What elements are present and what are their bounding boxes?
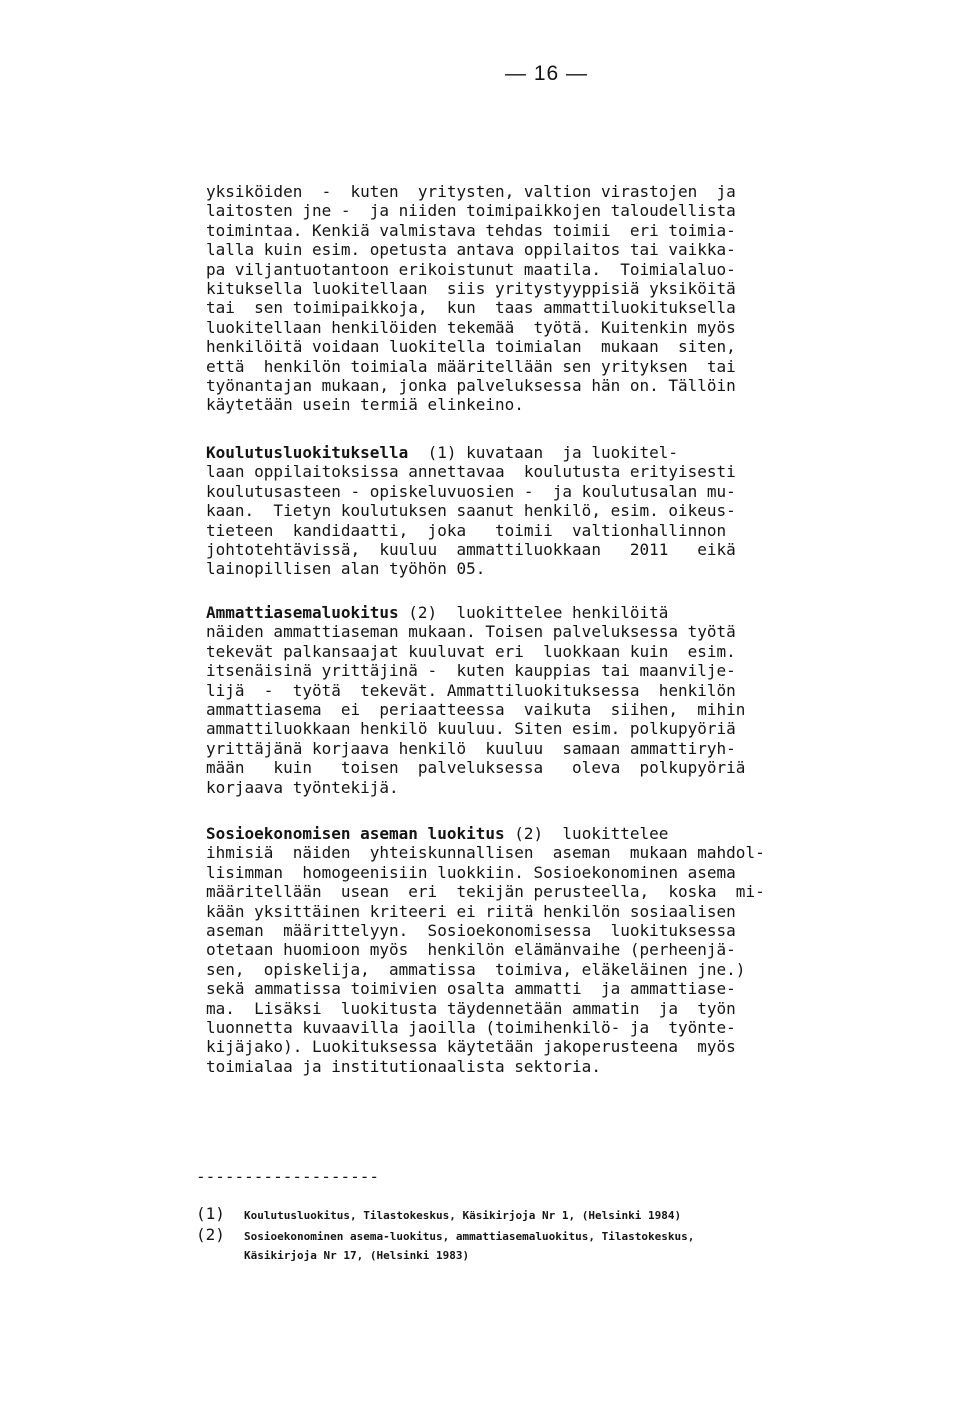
text-line: laitosten jne - ja niiden toimipaikkojen taloudellista	[206, 201, 736, 221]
footnote-item	[196, 1225, 694, 1246]
term-heading: Koulutusluokituksella	[206, 443, 409, 462]
text-line: ammattiluokkaan henkilö kuuluu. Siten esim. polkupyöriä	[206, 719, 736, 739]
term-heading: Sosioekonomisen aseman luokitus	[206, 824, 505, 843]
text-line: toimintaa. Kenkiä valmistava tehdas toimii eri toimia-	[206, 220, 736, 240]
text-line: lalla kuin esim. opetusta antava oppilaitos tai vaikka-	[206, 240, 736, 260]
text-line: otetaan huomioon myös henkilön elämänvaihe (perheenjä-	[206, 940, 736, 960]
footnote-text: Koulutusluokitus, Tilastokeskus, Käsikirjoja Nr 1, (Helsinki 1984)	[244, 1209, 682, 1222]
paragraph-koulutusluokitus	[206, 443, 876, 579]
page-number: — 16 —	[505, 62, 589, 85]
text-line: pa viljantuotantoon erikoistunut maatila. Toimialaluo-	[206, 259, 736, 279]
footnote-separator: -------------------	[196, 1167, 380, 1186]
paragraph-sosioekonominen	[206, 824, 876, 1076]
text-line: näiden ammattiaseman mukaan. Toisen palveluksessa työtä	[206, 622, 736, 642]
first-line-text: (2) luokittelee henkilöitä	[398, 603, 669, 622]
footnote-text: Käsikirjoja Nr 17, (Helsinki 1983)	[244, 1249, 470, 1262]
footnote-text: Sosioekonominen asema-luokitus, ammattiasemaluokitus, Tilastokeskus,	[244, 1230, 695, 1243]
text-line: laan oppilaitoksissa annettavaa koulutusta erityisesti	[206, 462, 736, 482]
text-line: kään yksittäinen kriteeri ei riitä henkilön sosiaalisen	[206, 901, 736, 921]
text-line: käytetään usein termiä elinkeino.	[206, 395, 524, 415]
text-line: henkilöitä voidaan luokitella toimialan mukaan siten,	[206, 337, 736, 357]
paragraph-toimiala	[206, 182, 876, 415]
text-line: mään kuin toisen palveluksessa oleva polkupyöriä	[206, 758, 746, 778]
text-line: tai sen toimipaikkoja, kun taas ammattiluokituksella	[206, 298, 736, 318]
paragraph-first-line	[206, 603, 876, 622]
text-line: kituksella luokitellaan siis yritystyyppisiä yksiköitä	[206, 279, 736, 299]
text-line: luokitellaan henkilöiden tekemää työtä. Kuitenkin myös	[206, 317, 736, 337]
text-line: ammattiasema ei periaatteessa vaikuta siihen, mihin	[206, 700, 746, 720]
paragraph-first-line	[206, 443, 876, 462]
text-line: ihmisiä näiden yhteiskunnallisen aseman mukaan mahdol-	[206, 843, 765, 863]
paragraph-ammattiasema	[206, 603, 876, 797]
text-line: koulutusasteen - opiskeluvuosien - ja koulutusalan mu-	[206, 481, 736, 501]
text-line: itsenäisinä yrittäjinä - kuten kauppias tai maanvilje-	[206, 661, 736, 681]
footnote-item	[196, 1246, 694, 1265]
text-line: toimialaa ja institutionaalista sektoria.	[206, 1056, 601, 1076]
text-line: korjaava työntekijä.	[206, 777, 399, 797]
text-line: sekä ammatissa toimivien osalta ammatti ja ammattiase-	[206, 979, 736, 999]
text-line: johtotehtävissä, kuuluu ammattiluokkaan 2011 eikä	[206, 540, 736, 560]
text-line: että henkilön toimiala määritellään sen yrityksen tai	[206, 356, 736, 376]
text-line: lijä - työtä tekevät. Ammattiluokituksessa henkilön	[206, 680, 736, 700]
text-line: kijäjako). Luokituksessa käytetään jakoperusteena myös	[206, 1037, 736, 1057]
footnote-marker: (1)	[196, 1204, 225, 1223]
text-line: sen, opiskelija, ammatissa toimiva, eläkeläinen jne.)	[206, 959, 746, 979]
footnote-marker: (2)	[196, 1225, 225, 1244]
text-line: yrittäjänä korjaava henkilö kuuluu samaan ammattiryh-	[206, 738, 736, 758]
text-line: tekevät palkansaajat kuuluvat eri luokkaan kuin esim.	[206, 641, 736, 661]
text-line: lisimman homogeenisiin luokkiin. Sosioekonominen asema	[206, 862, 736, 882]
text-line: luonnetta kuvaavilla jaoilla (toimihenkilö- ja työnte-	[206, 1018, 736, 1038]
text-line: ma. Lisäksi luokitusta täydennetään ammatin ja työn	[206, 998, 736, 1018]
paragraph-first-line	[206, 824, 876, 843]
footnotes	[196, 1204, 694, 1265]
text-line: lainopillisen alan työhön 05.	[206, 559, 486, 579]
first-line-text: (1) kuvataan ja luokitel-	[408, 443, 679, 462]
text-line: työnantajan mukaan, jonka palveluksessa hän on. Tällöin	[206, 376, 736, 396]
text-line: aseman määrittelyyn. Sosioekonomisessa luokituksessa	[206, 921, 736, 941]
footnote-item	[196, 1204, 694, 1225]
text-line: määritellään usean eri tekijän perusteella, koska mi-	[206, 882, 765, 902]
text-line: kaan. Tietyn koulutuksen saanut henkilö, esim. oikeus-	[206, 501, 736, 521]
text-line: yksiköiden - kuten yritysten, valtion virastojen ja	[206, 182, 736, 201]
first-line-text: (2) luokittelee	[504, 824, 669, 843]
term-heading: Ammattiasemaluokitus	[206, 603, 399, 622]
text-line: tieteen kandidaatti, joka toimii valtionhallinnon	[206, 520, 727, 540]
